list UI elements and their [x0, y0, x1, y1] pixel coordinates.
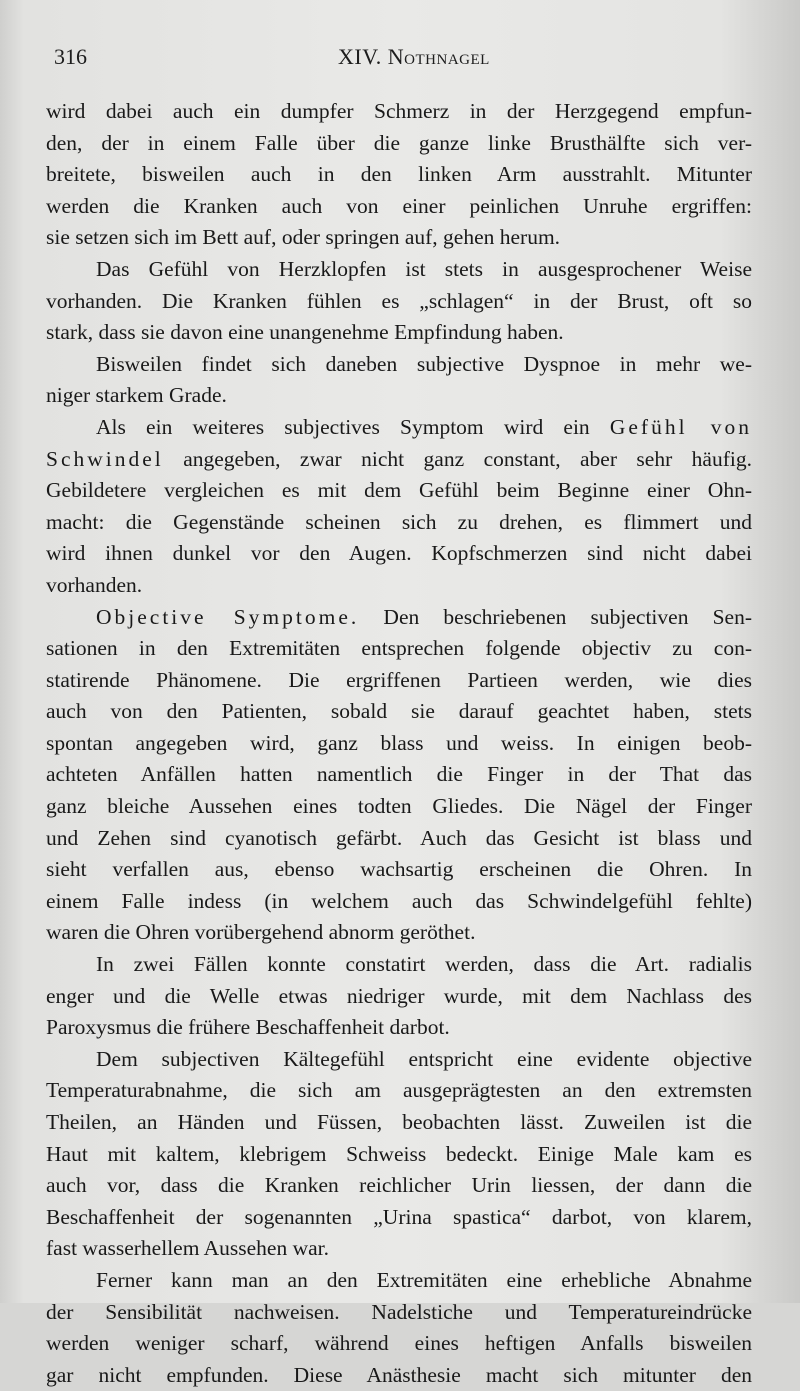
text-line: sationen in den Extremitäten entsprechen folgende objectiv zu con-	[46, 636, 752, 661]
paragraph	[46, 349, 752, 412]
paragraph	[46, 254, 752, 349]
text-line: der Sensibilität nachweisen. Nadelstiche und Temperatureindrücke	[46, 1299, 752, 1324]
text-line: wird dabei auch ein dumpfer Schmerz in der Herzgegend empfun-	[46, 99, 752, 123]
text-line: Gebildetere vergleichen es mit dem Gefühl beim Beginne einer Ohn-	[46, 478, 752, 503]
text-line: macht: die Gegenstände scheinen sich zu drehen, es flimmert und	[46, 509, 752, 534]
text-line: waren die Ohren vorübergehend abnorm geröthet.	[46, 920, 476, 945]
text-line: Das Gefühl von Herzklopfen ist stets in ausgesprochener Weise	[96, 256, 752, 281]
text-line: statirende Phänomene. Die ergriffenen Partieen werden, wie dies	[46, 667, 752, 692]
page-header	[48, 44, 752, 74]
text-line: sieht verfallen aus, ebenso wachsartig erscheinen die Ohren. In	[46, 857, 752, 882]
text-line: Paroxysmus die frühere Beschaffenheit darbot.	[46, 1015, 450, 1040]
text-line: vorhanden. Die Kranken fühlen es „schlagen“ in der Brust, oft so	[46, 288, 752, 313]
body-text	[46, 96, 752, 1391]
text-line: breitete, bisweilen auch in den linken Arm ausstrahlt. Mitunter	[46, 162, 752, 187]
text-line: vorhanden.	[46, 572, 143, 597]
text-line: Bisweilen findet sich daneben subjective Dyspnoe in mehr we-	[96, 351, 752, 376]
running-head: XIV. Nothnagel	[338, 44, 490, 69]
text-line: werden die Kranken auch von einer peinlichen Unruhe ergriffen:	[46, 193, 752, 218]
text-line: Theilen, an Händen und Füssen, beobachten lässt. Zuweilen ist die	[46, 1110, 752, 1134]
text-line: Beschaffenheit der sogenannten „Urina spastica“ darbot, von klarem,	[46, 1204, 752, 1229]
text-line: In zwei Fällen konnte constatirt werden, dass die Art. radialis	[96, 952, 752, 977]
emphasized-text: Gefühl von	[609, 414, 752, 439]
text-line: achteten Anfällen hatten namentlich die Finger in der That das	[46, 762, 752, 787]
text-line: niger starkem Grade.	[46, 383, 227, 408]
page-number: 316	[54, 44, 87, 69]
paragraph	[46, 412, 752, 602]
text-line: Schwindel angegeben, zwar nicht ganz constant, aber sehr häufig.	[46, 446, 752, 471]
text-line: auch von den Patienten, sobald sie darauf geachtet haben, stets	[46, 699, 752, 724]
text-line: Ferner kann man an den Extremitäten eine erhebliche Abnahme	[96, 1267, 752, 1292]
paragraph	[46, 1044, 752, 1265]
text-line: den, der in einem Falle über die ganze linke Brusthälfte sich ver-	[46, 130, 752, 155]
text-line: spontan angegeben wird, ganz blass und weiss. In einigen beob-	[46, 730, 752, 755]
paragraph	[46, 1265, 752, 1391]
text-line: ganz bleiche Aussehen eines todten Gliedes. Die Nägel der Finger	[46, 794, 752, 819]
text-line: Temperaturabnahme, die sich am ausgeprägtesten an den extremsten	[46, 1078, 752, 1103]
emphasized-text: Objective Symptome.	[96, 604, 360, 629]
paragraph	[46, 602, 752, 950]
text-line: auch vor, dass die Kranken reichlicher Urin liessen, der dann die	[46, 1173, 752, 1198]
emphasized-text: Schwindel	[46, 446, 164, 471]
text-line: gar nicht empfunden. Diese Anästhesie macht sich mitunter den	[46, 1362, 752, 1387]
text-line: fast wasserhellem Aussehen war.	[46, 1236, 330, 1261]
text-line: werden weniger scharf, während eines heftigen Anfalls bisweilen	[46, 1331, 752, 1356]
paragraph	[46, 96, 752, 254]
text-line: wird ihnen dunkel vor den Augen. Kopfschmerzen sind nicht dabei	[46, 541, 752, 566]
text-line: Dem subjectiven Kältegefühl entspricht eine evidente objective	[96, 1046, 752, 1071]
text-line: sie setzen sich im Bett auf, oder springen auf, gehen herum.	[46, 225, 561, 250]
text-line: Haut mit kaltem, klebrigem Schweiss bedeckt. Einige Male kam es	[46, 1141, 752, 1166]
text-line: stark, dass sie davon eine unangenehme Empfindung haben.	[46, 320, 564, 345]
text-line: Objective Symptome. Den beschriebenen subjectiven Sen-	[96, 604, 753, 629]
paragraph	[46, 949, 752, 1044]
text-line: einem Falle indess (in welchem auch das Schwindelgefühl fehlte)	[46, 888, 752, 913]
text-line: Als ein weiteres subjectives Symptom wird ein Gefühl von	[96, 414, 752, 439]
text-line: enger und die Welle etwas niedriger wurde, mit dem Nachlass des	[46, 983, 752, 1008]
text-line: und Zehen sind cyanotisch gefärbt. Auch das Gesicht ist blass und	[46, 825, 752, 850]
